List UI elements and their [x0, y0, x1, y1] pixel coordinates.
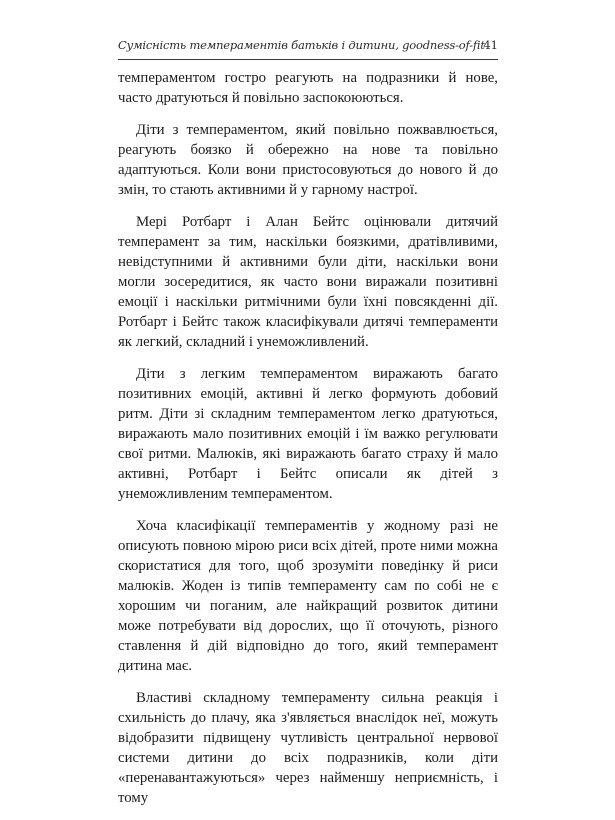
- header-divider: [118, 59, 498, 60]
- paragraph-6: Властиві складному темпераменту сильна реакція і схильність до плачу, яка з'являється внаслідок неї, можуть відобразити підвищену чутливість центральної нервової системи дитини до всіх подразників, коли діти «перенавантажуються» через найменшу неприємність, і тому: [118, 690, 498, 806]
- running-header: [118, 38, 498, 58]
- running-header-title: Сумісність темпераментів батьків і дитини, goodness-of-fit: [118, 38, 485, 52]
- paragraph-2: Діти з темпераментом, який повільно пожвавлюється, реагують боязко й обережно на нове та повільно адаптуються. Коли вони пристосовуються до нового й до змін, то стають активними й у гарному настрої.: [118, 122, 498, 198]
- page-number: 41: [483, 38, 498, 52]
- paragraph-4: Діти з легким темпераментом виражають багато позитивних емоцій, активні й легко формують добовий ритм. Діти зі складним темпераментом легко дратуються, виражають мало позитивних емоцій і їм важко регулювати свої ритми. Малюків, які виражають багато страху й мало активні, Ротбарт і Бейтс описали як дітей з унеможливленим темпераментом.: [118, 366, 498, 502]
- paragraph-1: темпераментом гостро реагують на подразники й нове, часто дратуються й повільно заспокоюються.: [118, 70, 498, 106]
- paragraph-3: Мері Ротбарт і Алан Бейтс оцінювали дитячий темперамент за тим, наскільки боязкими, дратівливими, невідступними й активними були діти, наскільки вони могли зосередитися, як часто вони виражали позитивні емоції і наскільки ритмічними були їхні повсякденні дії. Ротбарт і Бейтс також класифікували дитячі темпераменти як легкий, складний і унеможливлений.: [118, 214, 498, 350]
- paragraph-5: Хоча класифікації темпераментів у жодному разі не описують повною мірою риси всіх дітей, проте ними можна скористатися для того, щоб зрозуміти поведінку й риси малюків. Жоден із типів темпераменту сам по собі не є хорошим чи поганим, але найкращий розвиток дитини може потребувати від дорослих, що її оточують, різного ставлення й дій відповідно до того, який темперамент дитина має.: [118, 518, 498, 674]
- body-text: [118, 68, 498, 820]
